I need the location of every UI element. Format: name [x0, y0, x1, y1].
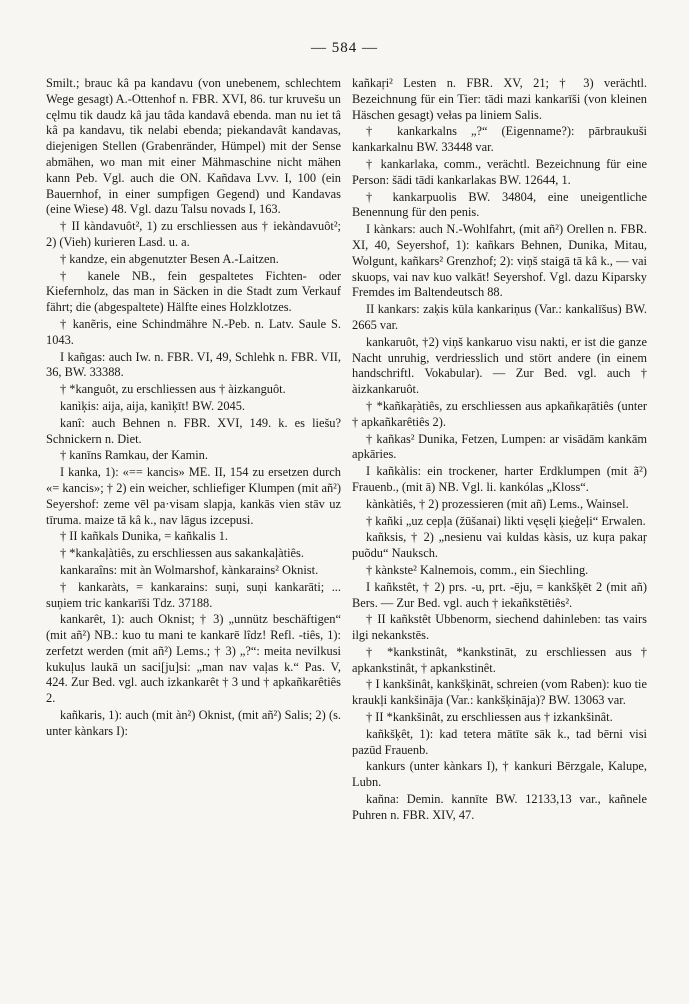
dictionary-entry: II kankars: zaķis kūla kankariņus (Var.: kankalīšus) BW. 2665 var. — [352, 302, 647, 332]
dictionary-entry: kañna: Demin. kannīte BW. 12133,13 var., kañnele Puhren n. FBR. XIV, 47. — [352, 792, 647, 822]
dictionary-entry: † II *kankšinât, zu erschliessen aus † izkankšinât. — [366, 710, 613, 725]
dictionary-entry: † kànkste² Kalnemois, comm., ein Siechling. — [366, 562, 589, 577]
dictionary-entry: † kankarpuolis BW. 34804, eine uneigentliche Benennung für den penis. — [352, 189, 647, 220]
dictionary-entry: kanî: auch Behnen n. FBR. XVI, 149. k. es liešu? Schnickern n. Diet. — [46, 415, 341, 446]
dictionary-entry: kañksis, † 2) „nesienu vai kuldas kàsis, uz kuŗa pakaŗ puõdu“ Nauksch. — [352, 530, 647, 561]
page-number: — 584 — — [311, 40, 378, 56]
dictionary-entry: kankarêt, 1): auch Oknist; † 3) „unnütz beschäftigen“ (mit añ²) NB.: kuo tu mani te kankarē lîdz! Refl. -tiês, 1): zerfetzt werden (mit añ²) Lems.; † 3) „?“: meita nevilkusi kukuļus laukā un saci[ju]si: „man nav vaļas k.“ Pas. V, 424. Zur Bed. vgl. auch izkankarêt † 3 und † apkañkarêtiês 2. — [46, 612, 341, 706]
dictionary-entry: kankurs (unter kànkars I), † kankuri Bērzgale, Kalupe, Lubn. — [352, 759, 647, 790]
dictionary-entry: † kankarkalns „?“ (Eigenname?): pārbraukuši kankarkalnu BW. 33448 var. — [352, 124, 647, 155]
dictionary-entry: I kanka, 1): «== kancis» ME. II, 154 zu ersetzen durch «= kancis»; † 2) ein weicher, schliefiger Klumpen (mit añ²) Seyershof: zeme vēl pa·visam slapja, kankās vien stāv uz tīruma. maize tā kâ k., nav lāgus izcepusi. — [46, 465, 341, 527]
dictionary-entry: † *kanguôt, zu erschliessen aus † àizkanguôt. — [60, 382, 286, 397]
dictionary-entry: kankaraîns: mit àn Wolmarshof, kànkarains² Oknist. — [60, 562, 319, 577]
dictionary-entry: † *kañkaŗàtiês, zu erschliessen aus apkañkaŗātiês (unter † apkañkarêtiês 2). — [352, 398, 647, 429]
dictionary-entry: † *kankaļàtiês, zu erschliessen aus sakankaļàtiês. — [60, 546, 304, 561]
dictionary-entry: † *kankstinât, *kankstināt, zu erschliessen aus † apkankstinât, † apkankstinêt. — [352, 644, 647, 675]
dictionary-entry: kankaruôt, †2) viņš kankaruo visu nakti, er ist die ganze Nacht unruhig, verdriesslich und stört andere (in einem handschriftl. Vokabular). — Zur Bed. vgl. auch † àizkankaruôt. — [352, 334, 647, 397]
dictionary-entry: I kañgas: auch Iw. n. FBR. VI, 49, Schlehk n. FBR. VII, 36, BW. 33388. — [46, 349, 341, 380]
dictionary-entry: † kandze, ein abgenutzter Besen A.-Laitzen. — [60, 251, 279, 266]
dictionary-entry: Smilt.; brauc kâ pa kandavu (von unebenem, schlechtem Wege gesagt) A.-Ottenhof n. FBR. XVI, 86. tur kruvešu un cęlmu tik daudz kâ jau tâda kandavâ ebenda. man nu iet tâ kâ pa kandavu, tik nelabi ebenda; piekandavât kandavas, diejenigen Stellen (Grabenränder, Hümpel) mit der Sense abmähen, wo man mit einer Mähmaschine nicht mähen kann Peb. Vgl. auch die ON. Kañdava Lvv. I, 100 (ein Bauernhof, in einer sumpfigen Gegend) und Kandavas (eine Wiese) 48. Vgl. dazu Talsu novads I, 163. — [46, 76, 341, 217]
dictionary-entry: † II kañkals Dunika, = kañkalis 1. — [60, 529, 229, 544]
dictionary-entry: † II kàndavuôt², 1) zu erschliessen aus † iekàndavuôt²; 2) (Vieh) kurieren Lasd. u. a. — [46, 219, 341, 249]
dictionary-entry: kànkàtiês, † 2) prozessieren (mit añ) Lems., Wainsel. — [366, 496, 629, 511]
dictionary-entry: † kanīns Ramkau, der Kamin. — [60, 448, 208, 463]
dictionary-entry: I kànkars: auch N.-Wohlfahrt, (mit añ²) Orellen n. FBR. XI, 40, Seyershof, 1): kañkars Behnen, Dunika, Mitau, Wolgunt, kañkars² Grenzhof; 2): viņš staigā tā kâ k., — vai skuops, vai nav kuo valkāt! Seyershof. Vgl. dazu Kiparsky Fremdes im Baltendeutsch 88. — [352, 222, 647, 300]
right-column — [352, 76, 647, 825]
dictionary-entry: † kanele NB., fein gespaltetes Fichten- oder Kiefernholz, das man in Säcken in die Stadt zum Verkauf fährt; die (abgespaltete) Hälfte eines Holzklotzes. — [46, 268, 341, 315]
dictionary-entry: kañkšķêt, 1): kad tetera mātīte sāk k., tad bērni visi pazūd Frauenb. — [352, 726, 647, 757]
dictionary-entry: I kañkstêt, † 2) prs. -u, prt. -ēju, = kankšķēt 2 (mit añ) Bers. — Zur Bed. vgl. auch † iekañkstētiês². — [352, 579, 647, 610]
dictionary-entry: † kanẽris, eine Schindmähre N.-Peb. n. Latv. Saule S. 1043. — [46, 316, 341, 347]
dictionary-entry: † kankarlaka, comm., verächtl. Bezeichnung für eine Person: šādi tādi kankarlakas BW. 12644, 1. — [352, 156, 647, 187]
dictionary-entry: kañkaŗi² Lesten n. FBR. XV, 21; † 3) verächtl. Bezeichnung für ein Tier: tādi mazi kankarīši (von kleinen Häschen gesagt) vełas pa liniem Salis. — [352, 76, 647, 122]
dictionary-entry: kañkaris, 1): auch (mit àn²) Oknist, (mit añ²) Salis; 2) (s. unter kànkars I): — [46, 708, 341, 738]
dictionary-entry: † kañkas² Dunika, Fetzen, Lumpen: ar visādām kankām apkāries. — [352, 431, 647, 462]
dictionary-entry: I kañkàlis: ein trockener, harter Erdklumpen (mit ã²) Frauenb., (mit ā) NB. Vgl. li. kankólas „Kloss“. — [352, 464, 647, 494]
dictionary-entry: † kañki „uz cepļa (žūšanai) likti vęsęli ķieģeļi“ Erwalen. — [366, 513, 646, 528]
dictionary-entry: † II kañkstêt Ubbenorm, siechend dahinleben: tas vairs ilgi nekankstēs. — [352, 612, 647, 643]
dictionary-entry: † I kankšinât, kankšķināt, schreien (vom Raben): kuo tie kraukļi kankšināja (Var.: kankšķināja)? BW. 13063 var. — [352, 677, 647, 708]
left-column — [46, 76, 341, 741]
dictionary-entry: kanìķis: aija, aija, kanìķīt! BW. 2045. — [60, 398, 246, 413]
dictionary-entry: † kankaràts, = kankarains: suņi, suņi kankarāti; ... suņiem tric kankarīši Tdz. 37188. — [46, 579, 341, 610]
